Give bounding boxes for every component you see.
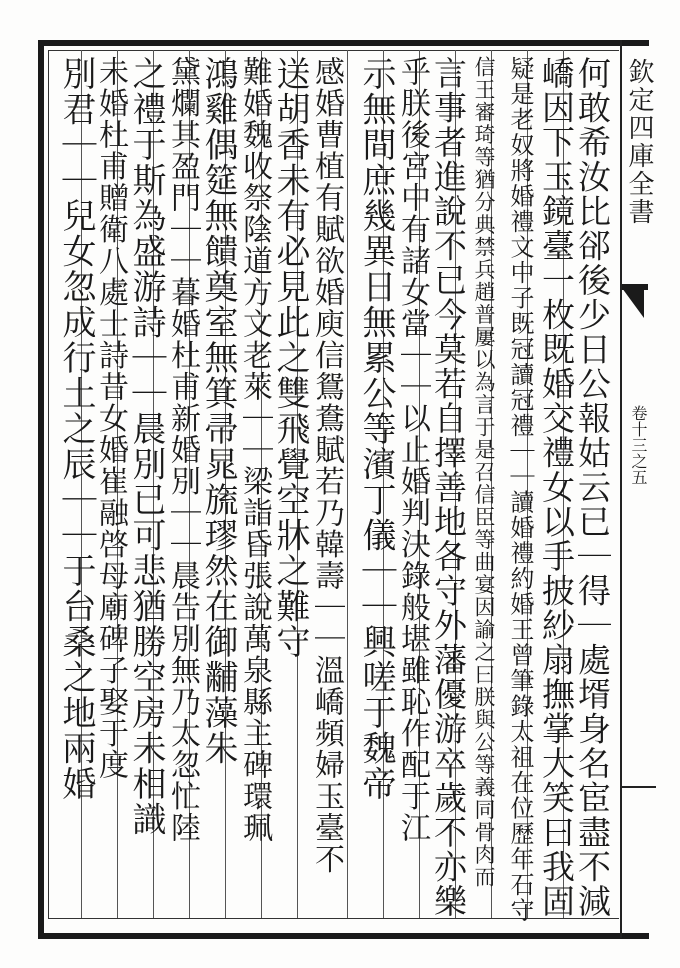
text-column-10: 難婚魏收祭陰道方文老萊｜｜梁詣昏張說萬泉縣主碑環珮 (237, 56, 272, 844)
text-column-14: 未婚杜甫贈衛八處士詩昔女婚崔融啓母廟碑子娶于度 (93, 56, 128, 781)
text-column-1: 何敢希汝比郤後少日公報姑云已｜得｜處壻身名宦盡不減 (573, 56, 612, 919)
text-column-3: 疑是老奴將婚禮文中子既冠讀冠禮｜｜讀婚禮約婚王曾筆錄太祖在位歷年石守 (506, 56, 534, 923)
text-column-2: 嶠因下玉鏡臺一枚既婚交禮女以手披紗扇撫掌大笑曰我固 (537, 56, 576, 919)
text-column-13: 之禮于斯為盛游詩｜｜晨別已可悲猶勝空房未相識 (126, 56, 166, 837)
text-column-12: 黛爛其盈門｜｜暮婚杜甫新婚別｜｜晨告別無乃太忽忙陸 (165, 56, 200, 844)
text-column-6: 乎朕後宮中有諸女當｜｜以止婚判決錄般堪雖恥作配于江 (395, 56, 430, 844)
text-column-15: 別君｜｜兒女忽成行土之辰｜｜于台桑之地兩婚 (56, 56, 96, 802)
book-title: 欽定四庫全書 (624, 58, 654, 226)
center-strip-rule (622, 786, 656, 788)
text-column-7: 示無間庶幾異日無累公等濱丁儀｜｜興嗟于魏帝 (356, 56, 396, 802)
text-column-4: 信王審琦等猶分典禁兵趙普屢以為言于是召信臣等曲宴因諭之曰朕與公等義同骨肉而 (472, 56, 496, 889)
text-column-11: 鴻雞偶筵無饋奠室無箕帚晁旒璆然在御黼藻朱 (198, 56, 238, 766)
text-column-9: 送胡香未有必見此之雙飛覺空牀之難守 (270, 56, 310, 660)
volume-number: 卷十三之五 (629, 405, 648, 485)
text-column-5: 言事者進說不已今莫若自擇善地各守外藩優游卒歲不亦樂 (429, 56, 468, 919)
fishtail-icon (622, 288, 644, 318)
text-column-8: 感婚曹植有賦欲婚庾信鴛鴦賦若乃韓壽｜｜溫嶠頻婦玉臺不 (309, 56, 344, 875)
